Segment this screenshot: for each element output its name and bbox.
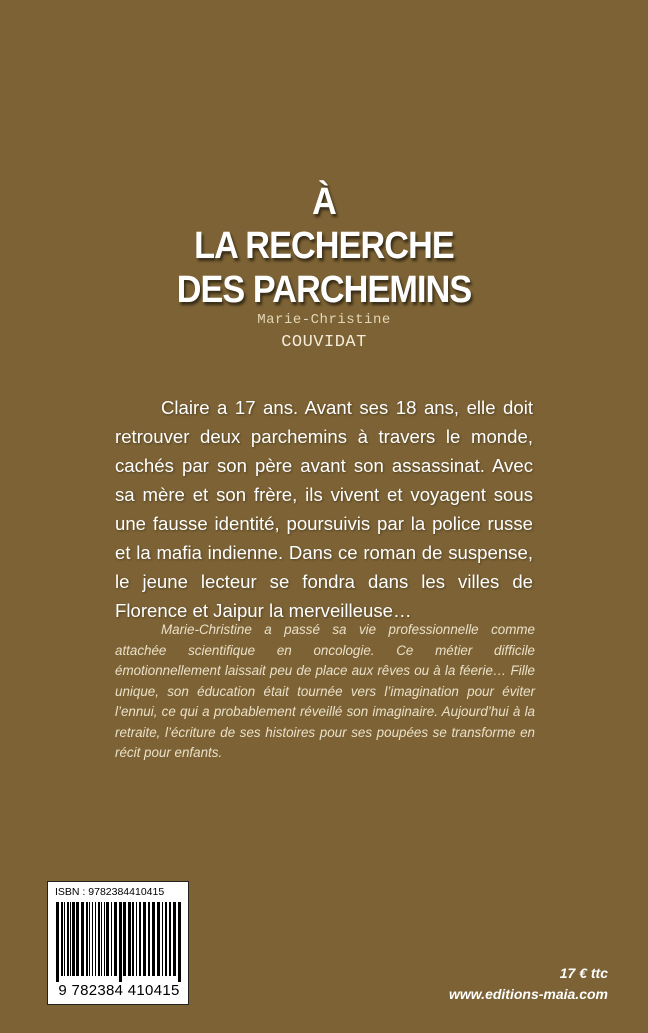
barcode-bar [104,902,105,976]
barcode-bar [106,902,109,976]
barcode-bar [92,902,93,976]
title-line-2: LA RECHERCHE [194,225,454,267]
barcode-bar [148,902,150,976]
barcode-bar [178,902,181,982]
publisher-website: www.editions-maia.com [449,986,608,1002]
barcode-bar [72,902,75,976]
barcode-bar [114,902,117,976]
price-label: 17 € ttc [559,965,608,981]
barcode-bar [89,902,90,976]
title-line-3: DES PARCHEMINS [176,269,472,311]
barcode-bar [169,902,171,976]
author-last-name: COUVIDAT [281,333,367,352]
isbn-barcode [47,881,189,1005]
barcode-bar [173,902,176,976]
barcode-bar [111,902,112,976]
barcode-bar [152,902,155,976]
barcode-bar [81,902,84,976]
barcode-bar [132,902,134,976]
author-first-name: Marie-Christine [257,312,391,328]
barcode-bars [54,902,184,982]
barcode-bar [86,902,88,976]
barcode-bar [119,902,122,982]
barcode-bar [76,902,79,976]
barcode-bar [139,902,141,976]
synopsis-text: Claire a 17 ans. Avant ses 18 ans, elle doit retrouver deux parchemins à travers le monde, cachés par son père avant son assassinat. Avec sa mère et son frère, ils vivent et voyagent sous une fausse identité, poursuivis par la police russe et la mafia indienne. Dans ce roman de suspense, le jeune lecteur se fondra dans les villes de Florence et Jaipur la merveilleuse… [115,397,533,621]
isbn-label: ISBN : 9782384410415 [55,886,165,898]
barcode-bar [61,902,63,976]
barcode-bar [70,902,71,976]
barcode-bar [95,902,96,976]
barcode-bar [157,902,160,976]
barcode-bar [64,902,65,976]
barcode-bar [98,902,100,976]
barcode-bar [56,902,59,982]
barcode-bar [101,902,102,976]
barcode-bar [162,902,163,976]
barcode-bar [165,902,167,976]
title-line-1: À [312,181,336,223]
barcode-bar [128,902,131,976]
barcode-bar [136,902,137,976]
author-bio-text: Marie-Christine a passé sa vie professionnelle comme attachée scientifique en oncologie. Ce métier difficile émotionnellement laissait peu de place aux rêves ou à la féerie… Fille unique, son éducation était tournée vers l’imagination pour éviter l’ennui, ce qui a probablement réveillé son imaginaire. Aujourd’hui à la retraite, l’écriture de ses histoires pour ses poupées se transforme en récit pour enfants. [115,622,535,760]
barcode-bar [143,902,146,976]
barcode-bar [67,902,69,976]
barcode-digits: 9 782384 410415 [58,982,180,999]
barcode-bar [123,902,126,976]
book-title [0,180,648,312]
